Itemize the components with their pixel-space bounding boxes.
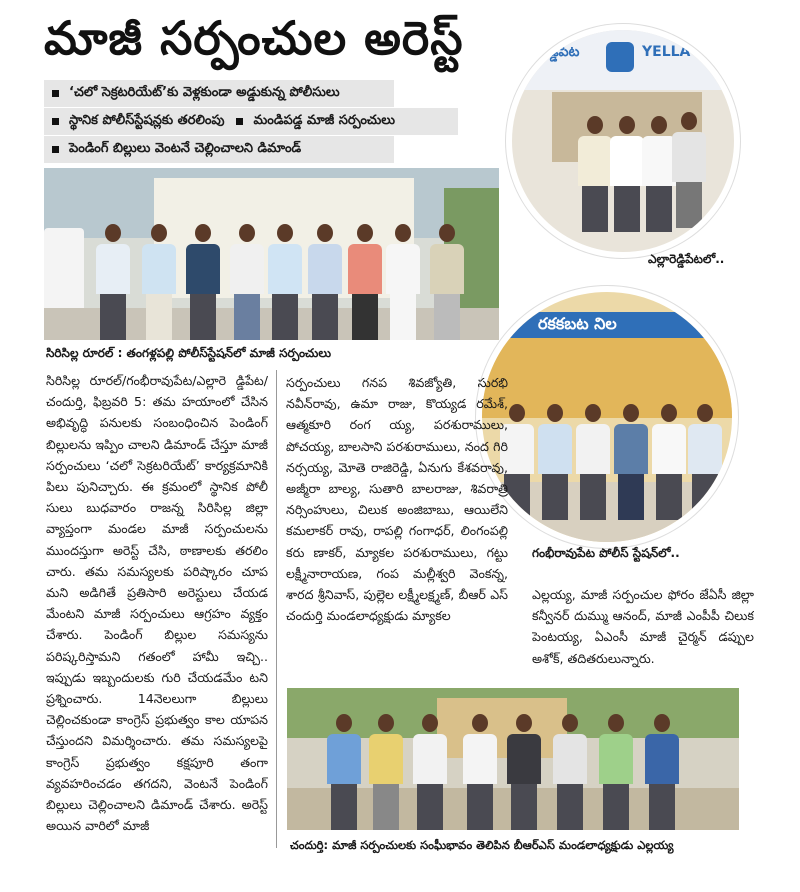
bullet-text: మండిపడ్డ మాజీ సర్పంచులు [253,112,396,128]
top-right-caption: ఎల్లారెడ్డిపేటలో.. [648,252,725,266]
bullet-text: ‘చలో సెక్రటరియేట్’కు వెళ్లకుండా అడ్డుకున్న పోలీసులు [69,84,340,100]
article-column-2 [286,350,508,708]
article-column-3 [532,584,754,680]
article-text: సర్పంచులు గనప శివజ్యోతి, సురభి నవీన్‌రావు, ఉమా రాజు, కొయ్యడ రమేశ్, ఆత్మకూరి రంగ య్య, పరశురాములు, పోచయ్య, బాలసాని పరశురాములు, నంద గిరి నర్సయ్య, మోతె రాజిరెడ్డి, ఏనుగు కేశవరావు, అజ్మీరా బాల్య, సుతారి బాలరాజు, శివరాత్రి నర్సింహులు, చిలుక అంజిబాబు, ఆయిలేని కమలాకర్ రావు, రాపల్లి గంగాధర్, లింగంపల్లి కరు ణాకర్, మ్యాకల పరశురాములు, గట్టు లక్ష్మీనారాయణ, గంప మల్లీశ్వరి వెంకన్న, శారద శ్రీనివాస్, పుల్లెల లక్ష్మీలక్ష్మణ్, బీఆర్ ఎస్ చందుర్తి మండలాధ్యక్షుడు మ్యాకల [286,375,508,624]
headline: మాజీ సర్పంచుల అరెస్ట్ [44,11,464,65]
article-text: ఎల్లయ్య, మాజీ సర్పంచుల ఫోరం జేఏసీ జిల్లా కన్వీనర్ దుమ్ము ఆనంద్, మాజీ ఎంపీపీ చిలుక పెంటయ్య, ఏఎంసీ మాజీ చైర్మన్ డప్పుల అశోక్, తదితరులున్నారు. [532,587,754,666]
article-text: సిరిసిల్ల రూరల్‌/గంభీరావుపేట/ఎల్లారె డ్డిపేట/చందుర్తి, ఫిబ్రవరి 5: తమ హయాంలో చేసిన అభివృద్ధి పనులకు సంబంధించిన పెండింగ్ బిల్లులను ఇప్పిం చాలని డిమాండ్ చేస్తూ మాజీ సర్పంచులు ‘చలో సెక్రటరియేట్’ కార్యక్రమానికి పిలు పునిచ్చారు. ఈ క్రమంలో స్థానిక పోలీ సులు బుధవారం రాజన్న సిరిసిల్ల జిల్లా వ్యాప్తంగా మండల మాజీ సర్పంచులను ముందస్తుగా అరెస్ట్ చేసి, ఠాణాలకు తరలిం చారు. తమ సమస్యలకు పరిష్కారం చూప మని అడిగితే ప్రతిసారి అరెస్టులు చేయడ మేంటని మాజీ సర్పంచులు ఆగ్రహం వ్యక్తం చేశారు. పెండింగ్ బిల్లుల సమస్యను పరిష్కరిస్తామని గతంలో హామీ ఇచ్చి.. ఇప్పుడు ఇబ్బందులకు గురి చేయడమేం టని ప్రశ్నించారు. 14నెలలుగా బిల్లులు చెల్లించకుండా కాంగ్రెస్ ప్రభుత్వం కాల యాపన చేస్తుందని విమర్శించారు. తమ సమస్యలపై కాంగ్రెస్ ప్రభుత్వం కక్షపూరి తంగా వ్యవహరించడం తగదని, వెంటనే పెండింగ్ బిల్లులు చెల్లించాలని డిమాండ్ చేశారు. అరెస్ట్ అయిన వారిలో మాజీ [46,373,268,834]
bullet-text: స్థానిక పోలీస్‌స్టేషన్లకు తరలింపు [69,112,225,128]
article-column-1 [46,370,268,848]
bullet-item [44,108,458,135]
bullet-item [44,136,394,163]
bullet-item [44,80,394,107]
bullet-list [44,80,464,164]
mid-right-photo [476,286,738,548]
top-right-photo [506,24,740,258]
bullet-icon [52,90,59,97]
bullet-icon [236,118,243,125]
bullet-text: పెండింగ్ బిల్లులు వెంటనే చెల్లించాలని డిమాండ్ [69,140,302,156]
station-sign: రకకబట నిల [538,314,617,333]
column-divider [276,370,277,848]
bullet-icon [52,146,59,153]
bottom-photo [287,688,739,830]
main-photo-caption: సిరిసిల్ల రూరల్‌ : తంగళ్లపల్లి పోలీస్‌స్టేషన్‌లో మాజీ సర్పంచులు [46,346,331,360]
main-photo [44,168,499,340]
police-emblem-icon [606,42,634,72]
mid-right-caption: గంభీరావుపేట పోలీస్‌ స్టేషన్‌లో.. [532,546,680,560]
station-sign: రెడ్డిపేట [540,44,580,60]
bullet-icon [52,118,59,125]
station-sign-en: YELLA [642,44,691,60]
bottom-photo-caption: చందుర్తి: మాజీ సర్పంచులకు సంఘీభావం తెలిపిన బీఆర్‌ఎస్‌ మండలాధ్యక్షుడు ఎల్లయ్య [290,838,674,852]
